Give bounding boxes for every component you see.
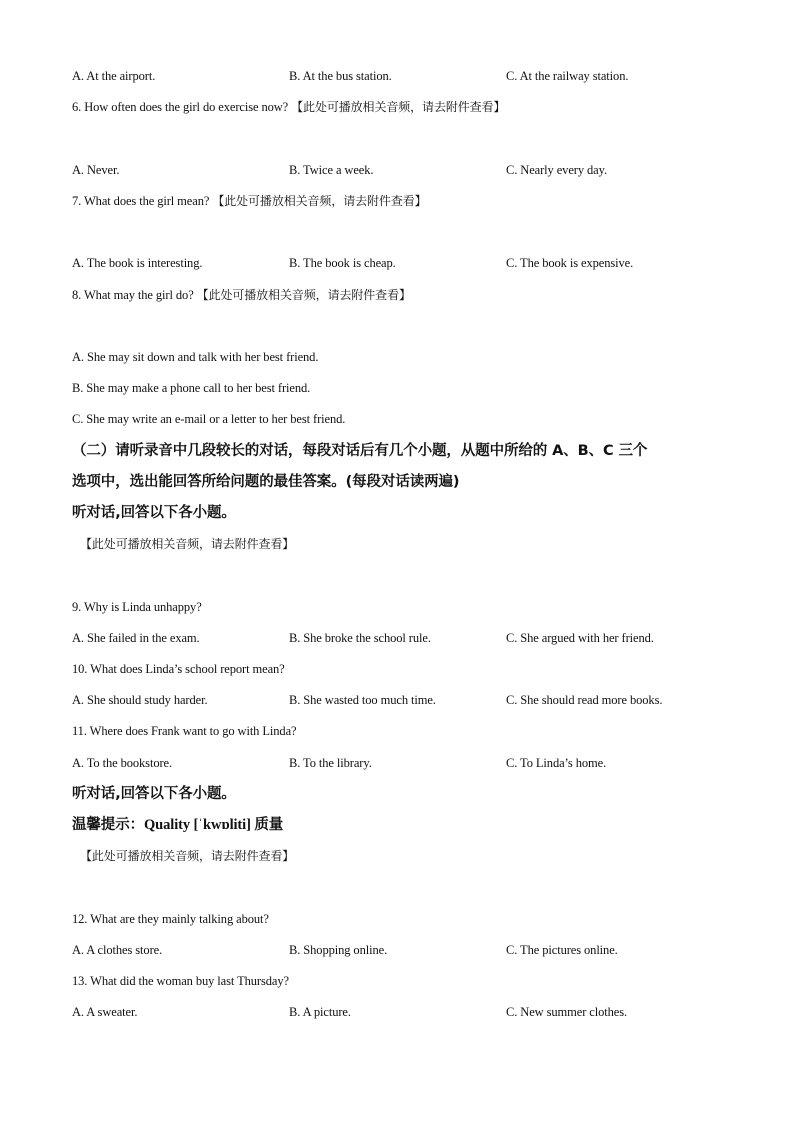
- q6-option-c: C. Nearly every day.: [506, 163, 607, 177]
- q12-option-c: C. The pictures online.: [506, 943, 618, 957]
- q9-option-a: A. She failed in the exam.: [72, 631, 200, 645]
- audio-note: 【此处可播放相关音频，请去附件查看】: [291, 100, 506, 114]
- q7-option-c: C. The book is expensive.: [506, 256, 634, 270]
- q6-stem: 6. How often does the girl do exercise now?: [72, 100, 292, 114]
- q11-stem: 11. Where does Frank want to go with Linda?: [72, 724, 297, 738]
- q9-stem: 9. Why is Linda unhappy?: [72, 600, 202, 614]
- q6-option-a: A. Never.: [72, 163, 120, 177]
- tip-word: Quality [ˈkwɒliti] 质量: [144, 817, 284, 833]
- tip-line: [72, 815, 283, 835]
- q5-option-a: A. At the airport.: [72, 69, 156, 83]
- audio-note: 【此处可播放相关音频，请去附件查看】: [80, 537, 295, 551]
- q11-option-b: B. To the library.: [289, 756, 372, 770]
- q13-option-b: B. A picture.: [289, 1005, 351, 1019]
- q13-option-c: C. New summer clothes.: [506, 1005, 628, 1019]
- q10-option-c: C. She should read more books.: [506, 693, 663, 707]
- q13-option-a: A. A sweater.: [72, 1005, 138, 1019]
- q6-question: [72, 99, 505, 115]
- q7-stem: 7. What does the girl mean?: [72, 194, 213, 208]
- audio-note: 【此处可播放相关音频，请去附件查看】: [212, 194, 427, 208]
- q9-option-c: C. She argued with her friend.: [506, 631, 654, 645]
- q10-option-a: A. She should study harder.: [72, 693, 208, 707]
- q12-option-a: A. A clothes store.: [72, 943, 163, 957]
- q8-option-a: A. She may sit down and talk with her best friend.: [72, 350, 319, 364]
- q8-option-b: B. She may make a phone call to her best friend.: [72, 381, 311, 395]
- q12-option-b: B. Shopping online.: [289, 943, 388, 957]
- section2-instructions-line1: （二）请听录音中几段较长的对话，每段对话后有几个小题，从题中所给的 A、B、C 三个: [72, 443, 648, 459]
- listen-heading: 听对话,回答以下各小题。: [72, 786, 236, 802]
- q7-option-a: A. The book is interesting.: [72, 256, 203, 270]
- q7-option-b: B. The book is cheap.: [289, 256, 396, 270]
- audio-note: 【此处可播放相关音频，请去附件查看】: [80, 849, 295, 863]
- q10-stem: 10. What does Linda’s school report mean?: [72, 662, 285, 676]
- q11-option-c: C. To Linda’s home.: [506, 756, 607, 770]
- q8-option-c: C. She may write an e-mail or a letter to her best friend.: [72, 412, 346, 426]
- q11-option-a: A. To the bookstore.: [72, 756, 173, 770]
- q8-question: [72, 287, 411, 303]
- q5-option-c: C. At the railway station.: [506, 69, 629, 83]
- q8-stem: 8. What may the girl do?: [72, 288, 197, 302]
- section2-instructions-line2: 选项中，选出能回答所给问题的最佳答案。(每段对话读两遍): [72, 474, 460, 490]
- q6-option-b: B. Twice a week.: [289, 163, 374, 177]
- q13-stem: 13. What did the woman buy last Thursday?: [72, 974, 289, 988]
- listen-heading: 听对话,回答以下各小题。: [72, 505, 236, 521]
- q10-option-b: B. She wasted too much time.: [289, 693, 436, 707]
- q9-option-b: B. She broke the school rule.: [289, 631, 431, 645]
- audio-note: 【此处可播放相关音频，请去附件查看】: [196, 288, 411, 302]
- tip-label: 温馨提示：: [72, 817, 144, 833]
- q5-option-b: B. At the bus station.: [289, 69, 392, 83]
- q7-question: [72, 193, 427, 209]
- q12-stem: 12. What are they mainly talking about?: [72, 912, 269, 926]
